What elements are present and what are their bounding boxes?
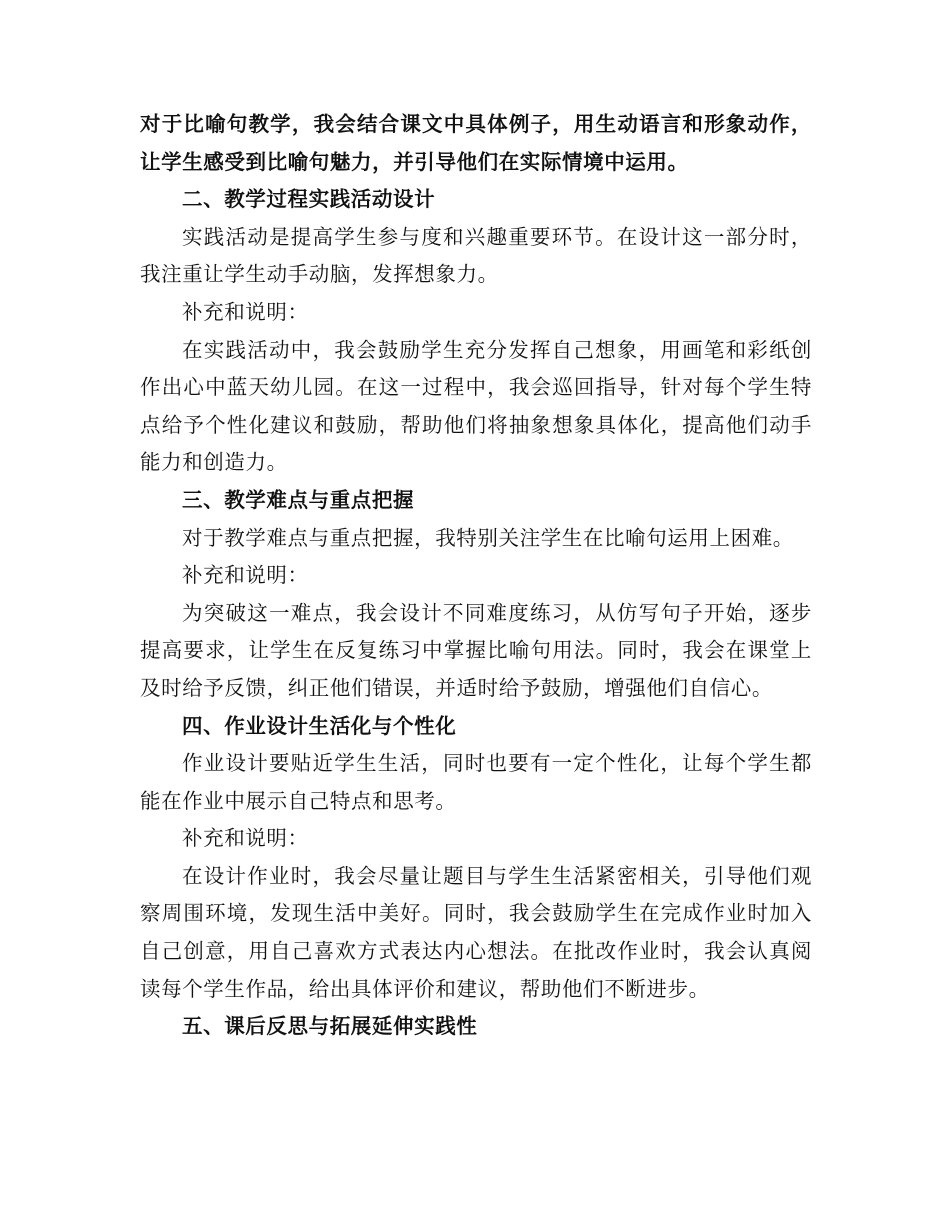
note-body-4: 在设计作业时，我会尽量让题目与学生生活紧密相关，引导他们观察周围环境，发现生活中美好。同时，我会鼓励学生在完成作业时加入自己创意，用自己喜欢方式表达内心想法。在批改作业时，我会认真阅读每个学生作品，给出具体评价和建议，帮助他们不断进步。 <box>140 863 812 1001</box>
note-body-3: 为突破这一难点，我会设计不同难度练习，从仿写句子开始，逐步提高要求，让学生在反复练习中掌握比喻句用法。同时，我会在课堂上及时给予反馈，纠正他们错误，并适时给予鼓励，增强他们自信心。 <box>140 600 812 700</box>
section-heading-2: 二、教学过程实践活动设计 <box>182 187 436 212</box>
section-body-4: 作业设计要贴近学生生活，同时也要有一定个性化，让每个学生都能在作业中展示自己特点和思考。 <box>140 751 812 813</box>
section-body-3: 对于教学难点与重点把握，我特别关注学生在比喻句运用上困难。 <box>182 525 794 550</box>
note-body-2: 在实践活动中，我会鼓励学生充分发挥自己想象，用画笔和彩纸创作出心中蓝天幼儿园。在这一过程中，我会巡回指导，针对每个学生特点给予个性化建议和鼓励，帮助他们将抽象想象具体化，提高他们动手能力和创造力。 <box>140 337 812 475</box>
note-label-2: 补充和说明： <box>182 299 309 324</box>
note-label-4: 补充和说明： <box>182 826 309 851</box>
section-heading-3: 三、教学难点与重点把握 <box>182 487 415 512</box>
document-page <box>140 106 812 1046</box>
section-body-2: 实践活动是提高学生参与度和兴趣重要环节。在设计这一部分时，我注重让学生动手动脑，发挥想象力。 <box>140 224 812 287</box>
section-heading-5: 五、课后反思与拓展延伸实践性 <box>182 1014 478 1039</box>
section-heading-4: 四、作业设计生活化与个性化 <box>182 713 457 738</box>
intro-paragraph: 对于比喻句教学，我会结合课文中具体例子，用生动语言和形象动作，让学生感受到比喻句魅力，并引导他们在实际情境中运用。 <box>140 112 812 174</box>
note-label-3: 补充和说明： <box>182 563 309 588</box>
